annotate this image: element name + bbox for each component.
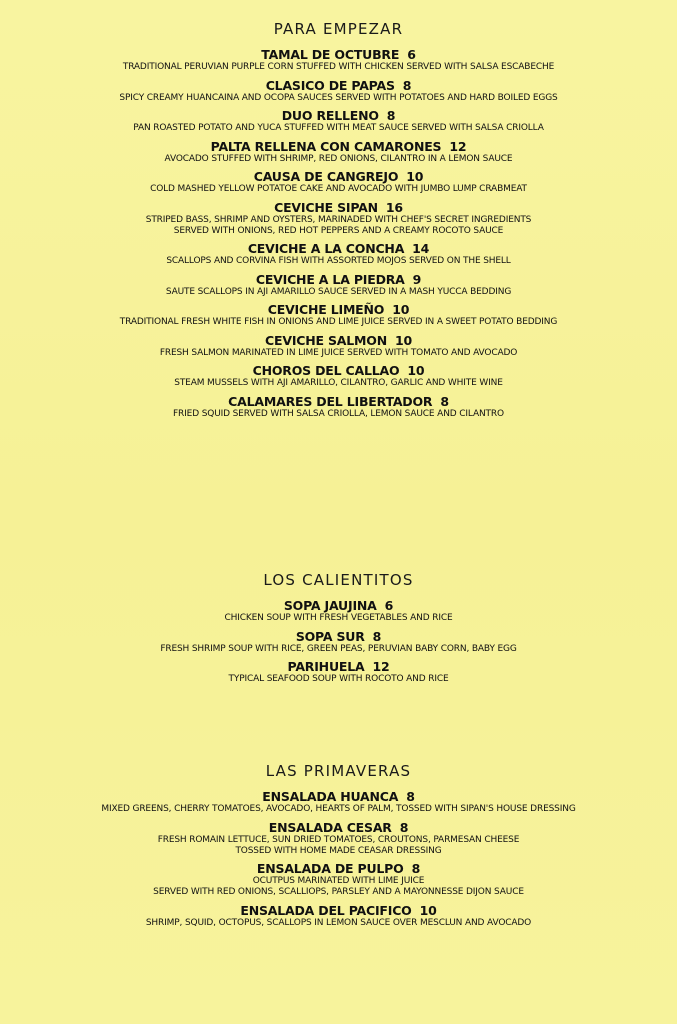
menu-item-price: 6 <box>384 598 394 613</box>
menu-item-price: 12 <box>372 659 390 674</box>
menu-item-heading <box>0 139 677 154</box>
menu-item-price: 16 <box>385 199 403 215</box>
menu-item-price: 12 <box>449 138 467 154</box>
menu-item <box>0 169 677 195</box>
menu-item-description: OCUTPUS MARINATED WITH LIME JUICE <box>252 876 425 886</box>
menu-item-heading <box>0 333 677 348</box>
menu-item-name: SOPA SUR <box>295 628 365 644</box>
menu-item-name: ENSALADA HUANCA <box>262 789 399 804</box>
menu-item-heading <box>0 789 677 804</box>
menu-item <box>0 598 677 624</box>
menu-item-heading <box>0 78 677 93</box>
section-las-primaveras <box>0 762 677 933</box>
menu-item-heading <box>0 47 677 62</box>
menu-item-name: CEVICHE A LA PIEDRA <box>255 271 405 287</box>
menu-item-price: 14 <box>412 241 430 256</box>
menu-item-price: 10 <box>407 363 425 378</box>
section-title: LAS PRIMAVERAS <box>265 762 412 780</box>
menu-item-name: DUO RELLENO <box>281 108 379 123</box>
menu-item <box>0 139 677 165</box>
menu-item-price: 8 <box>406 789 415 804</box>
menu-item-price: 8 <box>372 628 382 644</box>
menu-item-heading <box>0 302 677 317</box>
menu-item-heading <box>0 861 677 876</box>
menu-item-description: COLD MASHED YELLOW POTATOE CAKE AND AVOCADO WITH JUMBO LUMP CRABMEAT <box>150 184 527 194</box>
menu-item-description: SERVED WITH ONIONS, RED HOT PEPPERS AND A CREAMY ROCOTO SAUCE <box>173 225 504 236</box>
menu-item <box>0 363 677 389</box>
menu-item-price: 8 <box>386 108 396 123</box>
menu-item-heading <box>0 108 677 123</box>
section-los-calientitos <box>0 571 677 690</box>
menu-item-price: 8 <box>440 393 449 409</box>
menu-item-description: FRESH ROMAIN LETTUCE, SUN DRIED TOMATOES, CROUTONS, PARMESAN CHEESE <box>157 834 520 845</box>
menu-item-description: SERVED WITH RED ONIONS, SCALLIOPS, PARSLEY AND A MAYONNESSE DIJON SAUCE <box>153 887 524 897</box>
menu-item <box>0 241 677 267</box>
menu-item-description: SHRIMP, SQUID, OCTOPUS, SCALLOPS IN LEMON SAUCE OVER MESCLUN AND AVOCADO <box>145 917 532 928</box>
menu-item-description: FRESH SHRIMP SOUP WITH RICE, GREEN PEAS, PERUVIAN BABY CORN, BABY EGG <box>160 643 517 654</box>
menu-item-list <box>0 789 677 929</box>
menu-item <box>0 394 677 420</box>
menu-item <box>0 302 677 328</box>
menu-item <box>0 333 677 359</box>
menu-item-heading <box>0 598 677 613</box>
menu-item-name: ENSALADA DEL PACIFICO <box>240 902 412 918</box>
menu-item-name: PALTA RELLENA CON CAMARONES <box>210 138 442 154</box>
menu-item-description: AVOCADO STUFFED WITH SHRIMP, RED ONIONS, CILANTRO IN A LEMON SAUCE <box>164 153 513 164</box>
menu-item-description: FRIED SQUID SERVED WITH SALSA CRIOLLA, LEMON SAUCE AND CILANTRO <box>173 408 504 419</box>
menu-item <box>0 108 677 134</box>
menu-item-description: TRADITIONAL PERUVIAN PURPLE CORN STUFFED WITH CHICKEN SERVED WITH SALSA ESCABECHE <box>122 62 555 72</box>
menu-item-heading <box>0 629 677 644</box>
menu-item-heading <box>0 820 677 835</box>
menu-item-price: 8 <box>411 861 421 876</box>
menu-item-name: CHOROS DEL CALLAO <box>252 363 400 378</box>
menu-item <box>0 789 677 815</box>
menu-item-price: 10 <box>394 332 412 348</box>
menu-item-description: SAUTE SCALLOPS IN AJI AMARILLO SAUCE SERVED IN A MASH YUCCA BEDDING <box>165 286 512 297</box>
menu-item-price: 10 <box>392 302 410 317</box>
menu-item-name: PARIHUELA <box>287 659 365 674</box>
menu-item-name: ENSALADA DE PULPO <box>256 861 404 876</box>
menu-item-name: CEVICHE A LA CONCHA <box>247 241 405 256</box>
menu-item-description: TOSSED WITH HOME MADE CEASAR DRESSING <box>235 845 442 856</box>
menu-item-price: 8 <box>402 77 412 93</box>
menu-item <box>0 903 677 929</box>
menu-item-description: SCALLOPS AND CORVINA FISH WITH ASSORTED MOJOS SERVED ON THE SHELL <box>166 256 511 266</box>
menu-item-name: CEVICHE SALMON <box>265 332 387 348</box>
section-para-empezar <box>0 20 677 424</box>
menu-item-heading <box>0 241 677 256</box>
menu-item-heading <box>0 200 677 215</box>
menu-item-price: 10 <box>419 902 437 918</box>
menu-item-name: TAMAL DE OCTUBRE <box>261 47 400 62</box>
menu-item-price: 6 <box>407 47 416 62</box>
menu-item-price: 10 <box>406 169 424 184</box>
menu-item-description: SPICY CREAMY HUANCAINA AND OCOPA SAUCES SERVED WITH POTATOES AND HARD BOILED EGGS <box>119 92 558 103</box>
menu-item-description: FRESH SALMON MARINATED IN LIME JUICE SERVED WITH TOMATO AND AVOCADO <box>159 347 518 358</box>
menu-item-name: SOPA JAUJINA <box>283 598 377 613</box>
menu-item <box>0 861 677 898</box>
menu-item-name: CEVICHE SIPAN <box>274 199 378 215</box>
menu-item-description: MIXED GREENS, CHERRY TOMATOES, AVOCADO, HEARTS OF PALM, TOSSED WITH SIPAN'S HOUSE DRESSING <box>101 804 576 814</box>
menu-item-description: STEAM MUSSELS WITH AJI AMARILLO, CILANTRO, GARLIC AND WHITE WINE <box>174 378 503 388</box>
menu-item-description: TRADITIONAL FRESH WHITE FISH IN ONIONS AND LIME JUICE SERVED IN A SWEET POTATO BEDDING <box>119 317 558 327</box>
menu-item-description: PAN ROASTED POTATO AND YUCA STUFFED WITH MEAT SAUCE SERVED WITH SALSA CRIOLLA <box>133 123 544 133</box>
menu-item-name: CALAMARES DEL LIBERTADOR <box>228 393 433 409</box>
section-title: PARA EMPEZAR <box>273 20 404 38</box>
menu-item-heading <box>0 272 677 287</box>
menu-item-heading <box>0 363 677 378</box>
menu-item-description: CHICKEN SOUP WITH FRESH VEGETABLES AND RICE <box>224 613 453 623</box>
menu-item <box>0 659 677 685</box>
menu-item-description: TYPICAL SEAFOOD SOUP WITH ROCOTO AND RICE <box>228 674 449 684</box>
menu-item-name: CAUSA DE CANGREJO <box>253 169 399 184</box>
section-title: LOS CALIENTITOS <box>263 571 414 589</box>
menu-item <box>0 272 677 298</box>
menu-item-price: 8 <box>399 819 409 835</box>
menu-item <box>0 200 677 237</box>
menu-item-heading <box>0 903 677 918</box>
menu-item-heading <box>0 169 677 184</box>
menu-item-name: ENSALADA CESAR <box>268 819 392 835</box>
menu-item-heading <box>0 394 677 409</box>
menu-item <box>0 78 677 104</box>
menu-item <box>0 820 677 857</box>
menu-item <box>0 47 677 73</box>
menu-item <box>0 629 677 655</box>
menu-item-list <box>0 598 677 685</box>
menu-item-name: CLASICO DE PAPAS <box>265 77 395 93</box>
menu-item-list <box>0 47 677 420</box>
menu-item-price: 9 <box>412 271 422 287</box>
menu-item-name: CEVICHE LIMEÑO <box>267 302 385 317</box>
menu-item-heading <box>0 659 677 674</box>
menu-item-description: STRIPED BASS, SHRIMP AND OYSTERS, MARINADED WITH CHEF'S SECRET INGREDIENTS <box>145 214 532 225</box>
